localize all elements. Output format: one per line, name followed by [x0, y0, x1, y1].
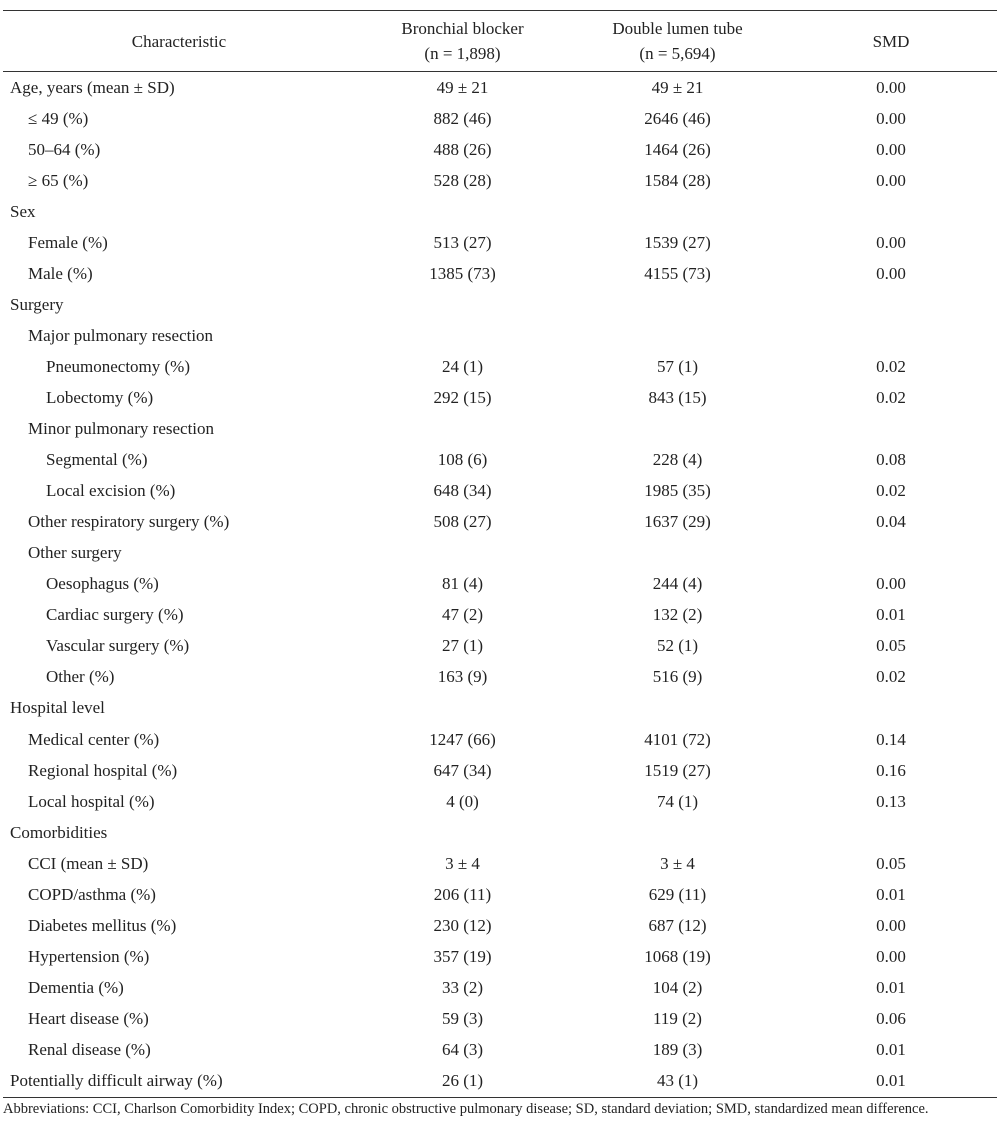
cell-double-lumen-tube: [570, 445, 785, 476]
row-label: Age, years (mean ± SD): [10, 77, 175, 97]
cell-smd: [785, 693, 997, 724]
cell-double-lumen-tube-value: 843 (15): [648, 387, 707, 407]
cell-double-lumen-tube-value: 1539 (27): [644, 232, 711, 252]
cell-smd-value: 0.06: [876, 1008, 906, 1028]
header-smd: SMD: [785, 11, 997, 72]
cell-smd-value: 0.05: [876, 636, 906, 656]
table-row: [3, 662, 997, 693]
row-label: Dementia (%): [28, 977, 124, 997]
cell-bronchial-blocker-value: 59 (3): [441, 1008, 484, 1028]
cell-smd-value: 0.02: [876, 356, 906, 376]
cell-double-lumen-tube-value: 52 (1): [656, 636, 699, 656]
cell-smd-value: 0.16: [876, 760, 906, 780]
table-row: [3, 1003, 997, 1034]
header-characteristic: Characteristic: [3, 11, 355, 72]
row-label: Local hospital (%): [28, 791, 155, 811]
cell-bronchial-blocker: [355, 258, 570, 289]
row-label: Other respiratory surgery (%): [28, 512, 230, 532]
cell-bronchial-blocker: [355, 879, 570, 910]
cell-double-lumen-tube-value: 2646 (46): [644, 108, 711, 128]
table-row: [3, 476, 997, 507]
cell-bronchial-blocker-value: 47 (2): [441, 605, 484, 625]
cell-double-lumen-tube: [570, 1034, 785, 1065]
cell-bronchial-blocker-value: 1247 (66): [429, 729, 496, 749]
cell-double-lumen-tube: [570, 1066, 785, 1098]
row-label: ≤ 49 (%): [28, 108, 89, 128]
table-row: [3, 72, 997, 104]
row-label: Other (%): [46, 667, 115, 687]
row-label: Sex: [10, 201, 36, 221]
cell-bronchial-blocker-value: 49 ± 21: [436, 77, 489, 97]
cell-bronchial-blocker-value: 528 (28): [433, 170, 492, 190]
cell-double-lumen-tube: [570, 941, 785, 972]
row-label: Lobectomy (%): [46, 387, 154, 407]
cell-bronchial-blocker: [355, 941, 570, 972]
cell-smd: [785, 1034, 997, 1065]
cell-smd: [785, 631, 997, 662]
table-row: [3, 724, 997, 755]
cell-bronchial-blocker-value: 357 (19): [433, 946, 492, 966]
cell-smd-value: 0.00: [876, 77, 906, 97]
cell-bronchial-blocker-value: 1385 (73): [429, 263, 496, 283]
cell-double-lumen-tube: [570, 476, 785, 507]
table-row: [3, 227, 997, 258]
cell-smd-value: 0.00: [876, 946, 906, 966]
cell-smd: [785, 786, 997, 817]
table-row: [3, 786, 997, 817]
cell-bronchial-blocker: [355, 351, 570, 382]
cell-smd: [785, 165, 997, 196]
cell-double-lumen-tube: [570, 103, 785, 134]
cell-double-lumen-tube-value: 244 (4): [652, 574, 703, 594]
cell-bronchial-blocker: [355, 1003, 570, 1034]
cell-bronchial-blocker: [355, 569, 570, 600]
table-row: [3, 910, 997, 941]
row-label: Regional hospital (%): [28, 760, 178, 780]
cell-smd: [785, 507, 997, 538]
table-row: [3, 569, 997, 600]
cell-bronchial-blocker-value: 206 (11): [433, 884, 492, 904]
row-label: Male (%): [28, 263, 93, 283]
cell-double-lumen-tube: [570, 538, 785, 569]
cell-bronchial-blocker: [355, 631, 570, 662]
table-body: [3, 72, 997, 1098]
cell-bronchial-blocker-value: 4 (0): [446, 791, 479, 811]
cell-smd: [785, 662, 997, 693]
cell-double-lumen-tube-value: 629 (11): [648, 884, 707, 904]
cell-smd: [785, 320, 997, 351]
cell-double-lumen-tube-value: 1637 (29): [644, 512, 711, 532]
table-row: [3, 103, 997, 134]
cell-double-lumen-tube: [570, 134, 785, 165]
cell-double-lumen-tube-value: 104 (2): [652, 977, 703, 997]
cell-smd: [785, 72, 997, 104]
cell-bronchial-blocker: [355, 600, 570, 631]
cell-double-lumen-tube-value: 132 (2): [652, 605, 703, 625]
cell-bronchial-blocker-value: 81 (4): [441, 574, 484, 594]
cell-smd: [785, 103, 997, 134]
characteristics-table: [3, 10, 997, 1098]
cell-bronchial-blocker-value: 230 (12): [433, 915, 492, 935]
cell-smd: [785, 910, 997, 941]
cell-bronchial-blocker-value: 108 (6): [437, 450, 488, 470]
cell-smd-value: 0.00: [876, 915, 906, 935]
cell-smd: [785, 600, 997, 631]
cell-smd: [785, 1003, 997, 1034]
cell-smd: [785, 227, 997, 258]
table-row: [3, 320, 997, 351]
cell-smd-value: 0.02: [876, 387, 906, 407]
row-label: ≥ 65 (%): [28, 170, 89, 190]
cell-bronchial-blocker: [355, 476, 570, 507]
cell-bronchial-blocker: [355, 1034, 570, 1065]
row-label: Female (%): [28, 232, 108, 252]
cell-smd: [785, 538, 997, 569]
cell-smd: [785, 258, 997, 289]
cell-double-lumen-tube-value: 1519 (27): [644, 760, 711, 780]
cell-smd-value: 0.01: [876, 1071, 906, 1091]
cell-bronchial-blocker: [355, 382, 570, 413]
row-label: Minor pulmonary resection: [28, 419, 215, 439]
row-label: Local excision (%): [46, 481, 176, 501]
table-row: [3, 134, 997, 165]
table-row: [3, 507, 997, 538]
cell-bronchial-blocker: [355, 848, 570, 879]
cell-double-lumen-tube: [570, 196, 785, 227]
cell-bronchial-blocker: [355, 662, 570, 693]
cell-double-lumen-tube: [570, 72, 785, 104]
row-label: Potentially difficult airway (%): [3, 1066, 355, 1098]
cell-double-lumen-tube-value: 43 (1): [656, 1071, 699, 1091]
cell-bronchial-blocker: [355, 320, 570, 351]
cell-double-lumen-tube-value: 1985 (35): [644, 481, 711, 501]
cell-bronchial-blocker: [355, 507, 570, 538]
table-row: [3, 600, 997, 631]
row-label: Hypertension (%): [28, 946, 150, 966]
table-row: [3, 165, 997, 196]
table-row: [3, 631, 997, 662]
cell-bronchial-blocker: [355, 72, 570, 104]
cell-bronchial-blocker-value: 647 (34): [433, 760, 492, 780]
cell-bronchial-blocker: [355, 134, 570, 165]
row-label: Other surgery: [28, 543, 122, 563]
cell-smd-value: 0.05: [876, 853, 906, 873]
cell-double-lumen-tube: [570, 507, 785, 538]
cell-smd: [785, 941, 997, 972]
cell-bronchial-blocker: [355, 165, 570, 196]
cell-bronchial-blocker-value: 882 (46): [433, 108, 492, 128]
cell-smd-value: 0.00: [876, 574, 906, 594]
cell-smd-value: 0.00: [876, 139, 906, 159]
cell-double-lumen-tube: [570, 972, 785, 1003]
cell-bronchial-blocker: [355, 786, 570, 817]
cell-bronchial-blocker: [355, 538, 570, 569]
cell-bronchial-blocker: [355, 103, 570, 134]
cell-double-lumen-tube: [570, 320, 785, 351]
cell-bronchial-blocker: [355, 817, 570, 848]
cell-bronchial-blocker: [355, 755, 570, 786]
row-label: 50–64 (%): [28, 139, 101, 159]
table-row: [3, 538, 997, 569]
cell-double-lumen-tube: [570, 910, 785, 941]
header-dlt-name: Double lumen tube: [612, 19, 743, 38]
table-header: [3, 11, 997, 72]
cell-double-lumen-tube: [570, 600, 785, 631]
table-row: [3, 693, 997, 724]
cell-double-lumen-tube-value: 516 (9): [652, 667, 703, 687]
cell-double-lumen-tube: [570, 631, 785, 662]
cell-bronchial-blocker-value: 513 (27): [433, 232, 492, 252]
cell-double-lumen-tube: [570, 724, 785, 755]
cell-smd-value: 0.02: [876, 667, 906, 687]
cell-bronchial-blocker: [355, 910, 570, 941]
row-label: Medical center (%): [28, 729, 160, 749]
cell-smd-value: 0.00: [876, 108, 906, 128]
cell-double-lumen-tube-value: 49 ± 21: [651, 77, 704, 97]
table-row: [3, 1034, 997, 1065]
cell-smd: [785, 289, 997, 320]
row-label: Major pulmonary resection: [28, 325, 214, 345]
cell-double-lumen-tube-value: 1464 (26): [644, 139, 711, 159]
cell-smd: [785, 1066, 997, 1098]
cell-bronchial-blocker: [355, 724, 570, 755]
cell-smd-value: 0.04: [876, 512, 906, 532]
cell-double-lumen-tube: [570, 755, 785, 786]
cell-smd-value: 0.02: [876, 481, 906, 501]
cell-bronchial-blocker: [355, 227, 570, 258]
cell-double-lumen-tube: [570, 258, 785, 289]
cell-bronchial-blocker-value: 24 (1): [441, 356, 484, 376]
cell-double-lumen-tube-value: 119 (2): [653, 1008, 702, 1028]
cell-smd: [785, 724, 997, 755]
cell-smd: [785, 755, 997, 786]
row-label: Hospital level: [10, 698, 105, 718]
cell-double-lumen-tube: [570, 786, 785, 817]
cell-double-lumen-tube-value: 687 (12): [648, 915, 707, 935]
cell-double-lumen-tube-value: 189 (3): [652, 1039, 703, 1059]
row-label: Segmental (%): [46, 450, 148, 470]
cell-bronchial-blocker: [355, 693, 570, 724]
row-label: COPD/asthma (%): [28, 884, 156, 904]
cell-smd: [785, 817, 997, 848]
cell-double-lumen-tube-value: 228 (4): [652, 450, 703, 470]
cell-double-lumen-tube: [570, 382, 785, 413]
row-label: Surgery: [10, 294, 64, 314]
cell-double-lumen-tube: [570, 662, 785, 693]
cell-bronchial-blocker-value: 648 (34): [433, 481, 492, 501]
cell-double-lumen-tube: [570, 817, 785, 848]
cell-smd-value: 0.14: [876, 729, 906, 749]
cell-smd: [785, 351, 997, 382]
table-row: [3, 817, 997, 848]
table-row: [3, 382, 997, 413]
cell-double-lumen-tube-value: 57 (1): [656, 356, 699, 376]
cell-double-lumen-tube-value: 3 ± 4: [660, 853, 695, 873]
row-label: Renal disease (%): [28, 1039, 151, 1059]
table-row: [3, 289, 997, 320]
cell-bronchial-blocker-value: 3 ± 4: [445, 853, 480, 873]
cell-double-lumen-tube: [570, 227, 785, 258]
cell-bronchial-blocker: [355, 289, 570, 320]
header-bb-n: (n = 1,898): [424, 44, 501, 63]
table-row: [3, 755, 997, 786]
table-row: [3, 196, 997, 227]
cell-double-lumen-tube-value: 1068 (19): [644, 946, 711, 966]
cell-smd-value: 0.01: [876, 884, 906, 904]
row-label: CCI (mean ± SD): [28, 853, 149, 873]
cell-smd: [785, 414, 997, 445]
table-footnote: Abbreviations: CCI, Charlson Comorbidity Index; COPD, chronic obstructive pulmonary disease; SD, standard deviation; SMD, standardized mean difference.: [3, 1101, 929, 1117]
cell-smd: [785, 196, 997, 227]
row-label: Diabetes mellitus (%): [28, 915, 177, 935]
cell-smd: [785, 134, 997, 165]
cell-double-lumen-tube-value: 74 (1): [656, 791, 699, 811]
cell-bronchial-blocker-value: 26 (1): [441, 1071, 484, 1091]
header-bb-name: Bronchial blocker: [401, 19, 524, 38]
cell-smd: [785, 382, 997, 413]
cell-smd-value: 0.01: [876, 977, 906, 997]
cell-bronchial-blocker-value: 292 (15): [433, 387, 492, 407]
cell-double-lumen-tube-value: 4155 (73): [644, 263, 711, 283]
table-row: [3, 879, 997, 910]
header-double-lumen-tube: [570, 11, 785, 72]
table-row: [3, 1066, 997, 1098]
cell-smd-value: 0.01: [876, 1039, 906, 1059]
row-label: Heart disease (%): [28, 1008, 149, 1028]
table-row: [3, 258, 997, 289]
cell-smd-value: 0.00: [876, 232, 906, 252]
cell-smd-value: 0.08: [876, 450, 906, 470]
cell-double-lumen-tube-value: 1584 (28): [644, 170, 711, 190]
table-row: [3, 848, 997, 879]
row-label: Comorbidities: [10, 822, 108, 842]
cell-bronchial-blocker-value: 27 (1): [441, 636, 484, 656]
cell-bronchial-blocker-value: 64 (3): [441, 1039, 484, 1059]
cell-bronchial-blocker: [355, 196, 570, 227]
cell-bronchial-blocker: [355, 414, 570, 445]
cell-double-lumen-tube: [570, 569, 785, 600]
cell-smd-value: 0.00: [876, 263, 906, 283]
row-label: Vascular surgery (%): [46, 636, 190, 656]
row-label: Cardiac surgery (%): [46, 605, 184, 625]
table-row: [3, 941, 997, 972]
cell-double-lumen-tube: [570, 351, 785, 382]
cell-bronchial-blocker-value: 488 (26): [433, 139, 492, 159]
cell-smd: [785, 972, 997, 1003]
cell-smd-value: 0.00: [876, 170, 906, 190]
header-bronchial-blocker: [355, 11, 570, 72]
cell-smd: [785, 445, 997, 476]
cell-smd: [785, 879, 997, 910]
cell-double-lumen-tube: [570, 879, 785, 910]
cell-double-lumen-tube-value: 4101 (72): [644, 729, 711, 749]
table-row: [3, 445, 997, 476]
cell-double-lumen-tube: [570, 165, 785, 196]
cell-smd: [785, 476, 997, 507]
table-row: [3, 972, 997, 1003]
table-row: [3, 414, 997, 445]
cell-bronchial-blocker: [355, 1066, 570, 1098]
cell-bronchial-blocker: [355, 445, 570, 476]
cell-bronchial-blocker: [355, 972, 570, 1003]
cell-bronchial-blocker-value: 163 (9): [437, 667, 488, 687]
cell-smd: [785, 569, 997, 600]
cell-double-lumen-tube: [570, 693, 785, 724]
cell-bronchial-blocker-value: 33 (2): [441, 977, 484, 997]
cell-bronchial-blocker-value: 508 (27): [433, 512, 492, 532]
table-row: [3, 351, 997, 382]
cell-smd-value: 0.13: [876, 791, 906, 811]
cell-double-lumen-tube: [570, 1003, 785, 1034]
header-dlt-n: (n = 5,694): [639, 44, 716, 63]
row-label: Pneumonectomy (%): [46, 356, 190, 376]
cell-smd: [785, 848, 997, 879]
cell-double-lumen-tube: [570, 848, 785, 879]
cell-smd-value: 0.01: [876, 605, 906, 625]
cell-double-lumen-tube: [570, 289, 785, 320]
cell-double-lumen-tube: [570, 414, 785, 445]
row-label: Oesophagus (%): [46, 574, 159, 594]
